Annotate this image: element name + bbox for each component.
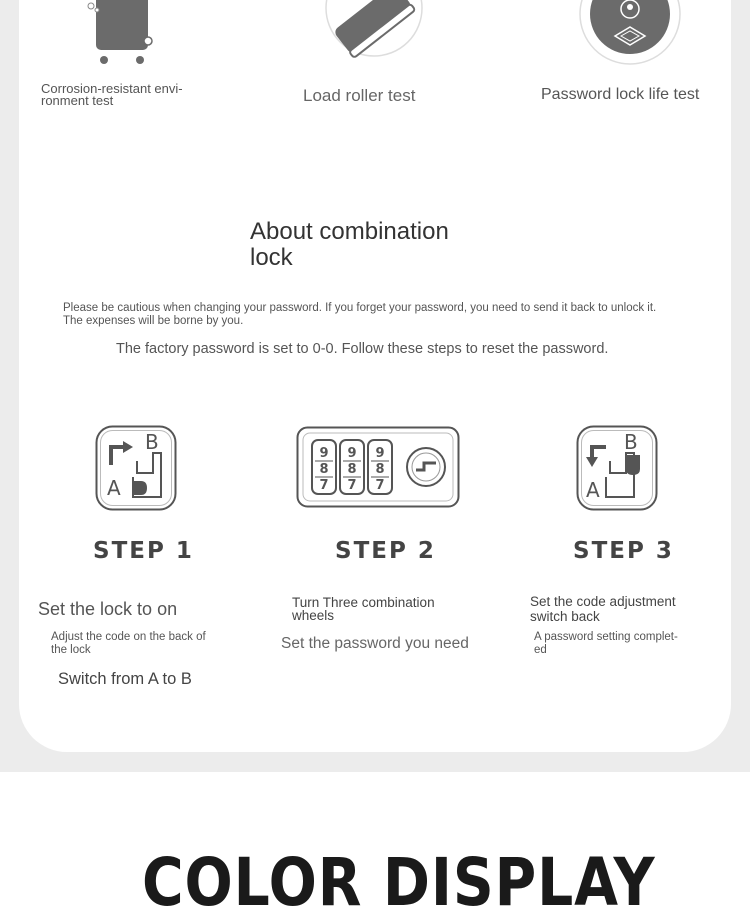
step1-sub [51, 631, 206, 657]
wheel1-digit-bottom: 7 [319, 478, 329, 493]
corrosion-label-line2: ronment test [41, 93, 114, 108]
step3-sub-line2: ed [534, 644, 547, 656]
step3-head [530, 594, 676, 624]
step1-tail: Switch from A to B [58, 670, 192, 688]
step2-title: STEP 2 [335, 538, 436, 564]
step2-head-line2: wheels [292, 608, 335, 623]
step1-title: STEP 1 [93, 538, 194, 564]
roller-test-label: Load roller test [303, 86, 416, 105]
wheel3-digit-top: 9 [375, 446, 385, 461]
step3-head-line2: switch back [530, 609, 600, 624]
icon-label-b: B [145, 430, 159, 454]
corrosion-label-line1: Corrosion-resistant envi- [41, 81, 183, 96]
icon-label-a: A [107, 476, 121, 500]
wheel3-digit-bottom: 7 [375, 478, 385, 493]
combination-wheels-icon [296, 426, 460, 508]
step3-sub [534, 631, 678, 657]
step1-head: Set the lock to on [38, 599, 178, 619]
step3-head-line1: Set the code adjustment [530, 594, 676, 609]
wheel2-digit-bottom: 7 [347, 478, 357, 493]
about-title [250, 219, 449, 271]
step1-sub-line2: the lock [51, 644, 91, 656]
suitcase-icon [85, 0, 155, 68]
step3-title: STEP 3 [573, 538, 674, 564]
icon-label-a-step3: A [586, 478, 600, 502]
icon-label-b-step3: B [624, 430, 638, 454]
step2-head [292, 596, 435, 622]
caution-line2: The expenses will be borne by you. [63, 315, 244, 327]
about-title-line1: About combination [250, 218, 449, 245]
color-display-heading: COLOR DISPLAY [142, 844, 656, 921]
caution-note [63, 302, 656, 328]
step1-sub-line1: Adjust the code on the back of [51, 631, 206, 643]
step2-head-line1: Turn Three combination [292, 595, 435, 610]
wheel3-digit-mid: 8 [375, 462, 385, 477]
roller-icon [322, 0, 426, 66]
wheel2-digit-top: 9 [347, 446, 357, 461]
switch-back-icon [576, 425, 658, 511]
factory-note: The factory password is set to 0-0. Follow these steps to reset the password. [116, 341, 609, 357]
wheel2-digit-mid: 8 [347, 462, 357, 477]
switch-a-to-b-icon [95, 425, 177, 511]
caution-line1: Please be cautious when changing your password. If you forget your password, you need to send it back to unlock it. [63, 302, 657, 314]
lock-life-icon [578, 0, 682, 68]
lock-test-label: Password lock life test [541, 86, 700, 103]
corrosion-test-label [41, 83, 183, 107]
step2-tail: Set the password you need [281, 635, 469, 652]
wheel1-digit-mid: 8 [319, 462, 329, 477]
step3-sub-line1: A password setting complet- [534, 631, 678, 643]
about-title-line2: lock [250, 244, 293, 271]
wheel1-digit-top: 9 [319, 446, 329, 461]
